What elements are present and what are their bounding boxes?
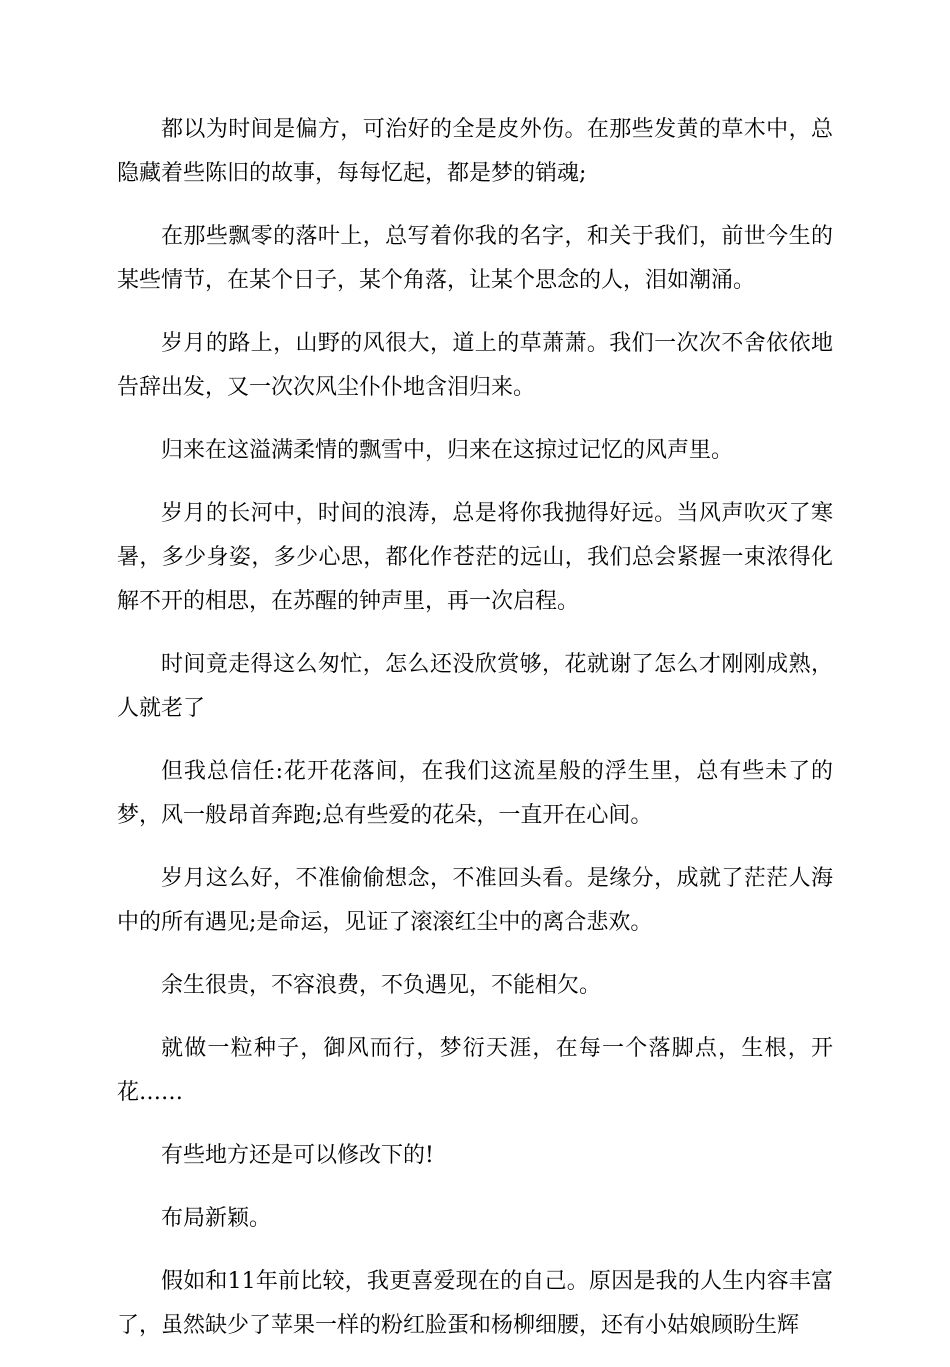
paragraph-4: 归来在这溢满柔情的飘雪中，归来在这掠过记忆的风声里。: [161, 438, 734, 463]
paragraph-12: 布局新颖。: [161, 1206, 272, 1231]
paragraph-3: 岁月的路上，山野的风很大，道上的草萧萧。我们一次次不舍依依地告辞出发，又一次次风尘仆仆地含泪归来。: [117, 331, 833, 400]
paragraph-2: 在那些飘零的落叶上，总写着你我的名字，和关于我们，前世今生的某些情节，在某个日子，某个角落，让某个思念的人，泪如潮涌。: [117, 224, 833, 293]
paragraph-7: 但我总信任:花开花落间，在我们这流星般的浮生里，总有些未了的梦，风一般昂首奔跑;总有些爱的花朵，一直开在心间。: [117, 759, 833, 828]
paragraph-10: 就做一粒种子，御风而行，梦衍天涯，在每一个落脚点，生根，开花……: [117, 1036, 833, 1105]
paragraph-9: 余生很贵，不容浪费，不负遇见，不能相欠。: [161, 973, 602, 998]
document-body: [117, 108, 833, 1367]
paragraph-13: 假如和11年前比较，我更喜爱现在的自己。原因是我的人生内容丰富了，虽然缺少了苹果一样的粉红脸蛋和杨柳细腰，还有小姑娘顾盼生辉: [117, 1269, 833, 1338]
paragraph-6: 时间竟走得这么匆忙，怎么还没欣赏够，花就谢了怎么才刚刚成熟，人就老了: [117, 652, 833, 721]
paragraph-8: 岁月这么好，不准偷偷想念，不准回头看。是缘分，成就了茫茫人海中的所有遇见;是命运，见证了滚滚红尘中的离合悲欢。: [117, 866, 833, 935]
paragraph-11: 有些地方还是可以修改下的!: [161, 1143, 434, 1168]
paragraph-1: 都以为时间是偏方，可治好的全是皮外伤。在那些发黄的草木中，总隐藏着些陈旧的故事，每每忆起，都是梦的销魂;: [117, 117, 833, 186]
paragraph-5: 岁月的长河中，时间的浪涛，总是将你我抛得好远。当风声吹灭了寒暑，多少身姿，多少心思，都化作苍茫的远山，我们总会紧握一束浓得化解不开的相思，在苏醒的钟声里，再一次启程。: [117, 501, 833, 614]
